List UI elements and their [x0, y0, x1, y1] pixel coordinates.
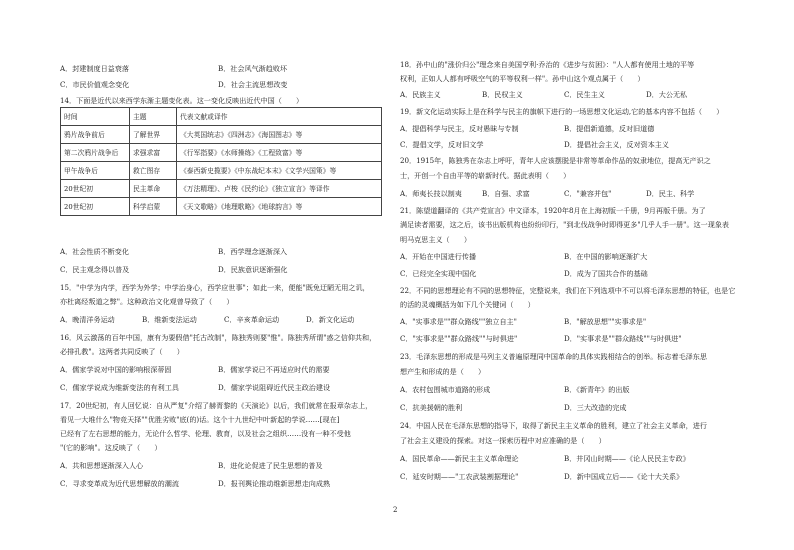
q15-option-b: B．维新变法运动	[142, 315, 197, 324]
table-row	[61, 180, 382, 198]
table-cell: 甲午战争后	[61, 162, 130, 180]
table-row	[61, 144, 382, 162]
table-cell: 科学启蒙	[130, 198, 177, 216]
page-number: 2	[393, 506, 398, 514]
table-header-row	[61, 108, 382, 126]
table-cell: 《天文歌略》《地理歌略》《地球韵言》等	[177, 198, 382, 216]
table-cell: 《泰西新史揽要》《中东战纪本末》《文学兴国策》等	[177, 162, 382, 180]
q16-stem-line: 必排孔教"。这两者共同反映了（ ）	[60, 347, 184, 356]
q21-option-c: C．已经完全实现中国化	[400, 269, 477, 278]
q17-option-b: B．进化论促进了民生思想的普及	[218, 461, 323, 470]
q21-option-a: A．开始在中国进行传播	[400, 252, 477, 261]
q19-stem-line: 19．新文化运动实际上是在科学与民主的旗帜下进行的一场思想文化运动,它的基本内容不包括（ ）	[400, 107, 724, 116]
q20-option-c: C．"兼容并包"	[564, 189, 612, 198]
table-header-cell: 时间	[61, 108, 130, 126]
q16-option-a: A．儒家学说对中国的影响根深蒂固	[60, 365, 172, 374]
q18-option-d: D．大公无私	[646, 90, 688, 99]
q19-option-a: A．提倡科学与民主，反对愚昧与专制	[400, 124, 519, 133]
table-header-cell: 主题	[130, 108, 177, 126]
table-cell: 救亡图存	[130, 162, 177, 180]
q21-option-d: D．成为了国共合作的基础	[564, 269, 648, 278]
q17-stem-line: 17．20世纪初，有人回忆说：自从严复"介绍了赫胥黎的《天演论》以后，我们就常在报章杂志上，	[60, 401, 373, 410]
q17-option-c: C．寻求变革成为近代思想解放的潮流	[60, 479, 179, 488]
q15-stem-line: 亦杜离经叛道之弊"。这种政治文化观曾导致了（ ）	[60, 297, 234, 306]
q20-option-b: B．自强、求富	[482, 189, 530, 198]
q19-option-b: B．提倡新道德，反对旧道德	[564, 124, 655, 133]
table-cell: 第二次鸦片战争后	[61, 144, 130, 162]
table-cell: 20世纪初	[61, 198, 130, 216]
table-row	[61, 162, 382, 180]
table-row	[61, 198, 382, 216]
q17-stem-line: 已经有了左右思想的能力，无论什么哲学、伦理、教育，以及社会之组织……没有一种不受他	[60, 429, 351, 438]
q22-stem-line: 的活的灵魂概括为如下几个关键词（ ）	[400, 300, 535, 309]
q24-stem-line: 24．中国人民在毛泽东思想的指导下，取得了新民主主义革命的胜利，建立了社会主义革命，进行	[400, 421, 707, 430]
q21-stem-line: 明马克思主义（ ）	[400, 235, 471, 244]
q18-option-a: A．民族主义	[400, 90, 441, 99]
table-cell: 《行军指要》《水师操练》《工程致富》等	[177, 144, 382, 162]
q24-option-d: D．新中国成立后——《论十大关系》	[564, 472, 684, 481]
table-cell: 民主革命	[130, 180, 177, 198]
q22-option-b: B．"解放思想""实事求是"	[564, 317, 647, 326]
q24-option-b: B．井冈山时期——《论人民民主专政》	[564, 454, 690, 463]
q16-option-d: D．儒家学说阻碍近代民主政治建设	[218, 383, 331, 392]
q23-stem-line: 23．毛泽东思想的形成是马列主义普遍原理同中国革命的具体实践相结合的创举。标志着毛泽东思	[400, 352, 707, 361]
q14-option-d: D．民族意识逐渐强化	[218, 265, 288, 274]
table-header-cell: 代表文献或译作	[177, 108, 382, 126]
q18-option-c: C．民生主义	[564, 90, 605, 99]
table-cell: 了解世界	[130, 126, 177, 144]
q14-option-b: B．西学理念逐渐深入	[218, 247, 288, 256]
q14-stem: 14．下面是近代以来西学东渐主题变化表。这一变化反映出近代中国（ ）	[60, 96, 304, 105]
q17-stem-line: 看见一大堆什么"物竞天择""优胜劣败"底(的)话。这个十九世纪中叶新起的学说……[现在]	[60, 415, 340, 424]
q15-option-a: A．晚清洋务运动	[60, 315, 115, 324]
q24-option-c: C．延安时期——"工农武装割据理论"	[400, 472, 519, 481]
q23-option-d: D．三大改造的完成	[564, 403, 627, 412]
q16-option-b: B．儒家学说已不再适应时代的需要	[218, 365, 330, 374]
q13-option-d: D．社会主流思想改变	[218, 80, 288, 89]
q23-option-b: B．《新青年》的出版	[564, 385, 630, 394]
q13-option-b: B．社会风气渐趋败坏	[218, 64, 288, 73]
q19-option-c: C．提倡文学，反对旧文学	[400, 140, 484, 149]
q21-stem-line: 21．陈望道翻译的《共产党宣言》中文译本，1920年8月在上海初版一千册，9月再版千册。为了	[400, 206, 706, 215]
table-cell: 《大英国统志》《四洲志》《海国图志》等	[177, 126, 382, 144]
q20-option-a: A．师夷长技以制夷	[400, 189, 462, 198]
q17-stem-line: "(它的影响"。这反映了（ ）	[60, 443, 162, 452]
q22-option-d: D．"实事求是""群众路线""与时俱进"	[564, 334, 682, 343]
q16-stem-line: 16．风云激荡的百年中国，康有为要假借"托古改制"，陈独秀则要"惟"。陈独秀所谓"惑之信仰共和，	[60, 333, 377, 342]
q18-option-b: B．民权主义	[482, 90, 523, 99]
q15-stem-line: 15．"中学为内学，西学为外学；中学治身心，西学应世事"；如此一来，便能"既免迂陋无用之讥，	[60, 283, 370, 292]
q23-option-c: C．抗美援朝的胜利	[400, 403, 463, 412]
theme-table	[60, 107, 382, 216]
q18-stem-line: 18．孙中山的"涨价归公"理念来自美国亨利·乔治的《进步与贫困》："人人都有使用土地的平等	[400, 60, 695, 69]
table-row	[61, 126, 382, 144]
table-cell: 20世纪初	[61, 180, 130, 198]
table-cell: 《万法精理》、卢梭《民约论》《独立宣言》等译作	[177, 180, 382, 198]
table-cell: 求强求富	[130, 144, 177, 162]
q17-option-d: D．报刊舆论推动维新思想走向成熟	[218, 479, 331, 488]
q19-option-d: D．提倡社会主义，反对资本主义	[564, 140, 669, 149]
q13-option-a: A．封建制度日益衰落	[60, 64, 129, 73]
q23-stem-line: 想产生和形成的是（ ）	[400, 367, 486, 376]
q21-option-b: B．在中国的影响逐渐扩大	[564, 252, 648, 261]
q20-stem-line: 士，开创一个自由平等的崭新时代。据此表明（ ）	[400, 171, 571, 180]
q14-option-c: C．民主观念得以普及	[60, 265, 130, 274]
q20-stem-line: 20．1915年，陈独秀在杂志上呼吁，青年人应该摆脱是非常等革命作品的奴隶地位，提高无产识之	[400, 156, 711, 165]
q18-stem-line: 权利，正如人人都有呼吸空气的平等权利一样"。孙中山这个观点属于（ ）	[400, 74, 645, 83]
table-cell: 鸦片战争前后	[61, 126, 130, 144]
q22-option-c: C．"实事求是""群众路线""与时俱进"	[400, 334, 518, 343]
q14-option-a: A．社会性质不断变化	[60, 247, 129, 256]
q24-option-a: A．国民革命——新民主主义革命理论	[400, 454, 519, 463]
q16-option-c: C．儒家学说成为维新变法的有利工具	[60, 383, 179, 392]
q15-option-d: D．新文化运动	[306, 315, 355, 324]
q22-option-a: A．"实事求是""群众路线""独立自主"	[400, 317, 517, 326]
q13-option-c: C．市民价值观念变化	[60, 80, 130, 89]
q21-stem-line: 满足读者需要，这之后，该书出版机构也纷纷印行，"到北伐战争时即得更多"几乎人手一册"。这一现象表	[400, 220, 730, 229]
q22-stem-line: 22．不同的思想理论有不同的思想特征，完整说来，我们在下列选项中不可以将毛泽东思想的特征，也是它	[400, 286, 736, 295]
q24-stem-line: 了社会主义建设的探索。对这一探索历程中对应准确的是（ ）	[400, 436, 606, 445]
q15-option-c: C．辛亥革命运动	[224, 315, 280, 324]
q23-option-a: A．农村包围城市道路的形成	[400, 385, 491, 394]
q20-option-d: D．民主、科学	[646, 189, 695, 198]
q17-option-a: A．共和思想逐渐深入人心	[60, 461, 144, 470]
